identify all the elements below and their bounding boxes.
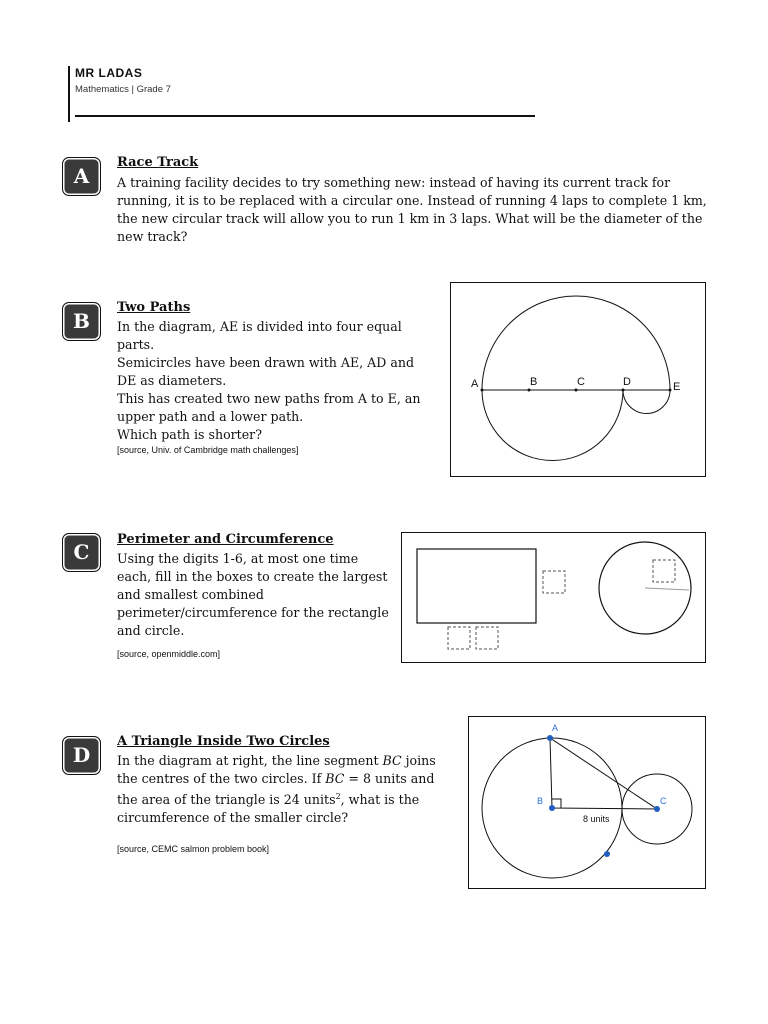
label-c: C: [577, 376, 585, 388]
header-horizontal-rule: [75, 115, 535, 117]
lower-semicircle-de: [623, 390, 670, 414]
badge-a: A: [62, 157, 101, 196]
answer-box-radius: [653, 560, 675, 582]
segment-bc-italic: BC: [382, 753, 402, 768]
problem-b-line: Semicircles have been drawn with AE, AD and DE as diameters.: [117, 355, 415, 388]
badge-c: C: [62, 533, 101, 572]
header-subtitle: Mathematics | Grade 7: [75, 84, 171, 95]
label-d: D: [623, 376, 631, 388]
label-length: 8 units: [583, 814, 610, 824]
badge-b: B: [62, 302, 101, 341]
problem-d-text-part: joins the centres of the two circles. If: [117, 753, 436, 786]
point-c: [575, 389, 578, 392]
triangle-circles-figure: [468, 716, 706, 889]
problem-d-text-part: = 8 units and the area of the triangle is 24 units: [117, 771, 435, 808]
answer-box-rect-width-1: [448, 627, 470, 649]
brand-logo-text: MR LADAS: [75, 66, 143, 80]
label-b: B: [530, 376, 538, 388]
problem-a-title: Race Track: [117, 155, 199, 170]
problem-d-text-part: In the diagram at right, the line segment: [117, 753, 383, 768]
problem-b-source: [source, Univ. of Cambridge math challenges]: [117, 445, 299, 455]
problem-d-source: [source, CEMC salmon problem book]: [117, 844, 270, 854]
problem-d-text: [117, 752, 457, 827]
point-b: [528, 389, 531, 392]
header-vertical-rule: [68, 66, 70, 122]
label-b: B: [537, 796, 544, 806]
problem-b-text: [117, 318, 437, 444]
circle-radius-line: [645, 588, 689, 590]
problem-d-title: A Triangle Inside Two Circles: [117, 734, 330, 749]
problem-d-text-part: , what is the circumference of the smaller circle?: [117, 792, 420, 826]
two-paths-figure: [450, 282, 706, 477]
triangle-circles-diagram: [469, 717, 705, 888]
two-paths-diagram: [451, 283, 705, 476]
lower-semicircle-ad: [482, 390, 623, 461]
segment-bc-italic: BC: [325, 771, 345, 786]
badge-d: D: [62, 736, 101, 775]
problem-b-line: In the diagram, AE is divided into four equal parts.: [117, 319, 402, 352]
point-a: [481, 389, 484, 392]
problem-b-title: Two Paths: [117, 300, 191, 315]
point-e: [669, 389, 672, 392]
problem-b-line: Which path is shorter?: [117, 427, 262, 442]
point-a-dot: [547, 735, 553, 741]
triangle-abc: [550, 738, 657, 809]
problem-b-line: This has created two new paths from A to E, an upper path and a lower path.: [117, 391, 421, 424]
upper-semicircle-ae: [482, 296, 670, 390]
point-d: [622, 389, 625, 392]
circle-point-dot: [604, 851, 610, 857]
perimeter-diagram: [402, 533, 705, 662]
problem-a-text: A training facility decides to try something new: instead of having its current track for running, it is to be replaced with a circular one. Instead of running 4 laps to complete 1 km, the new circular track will allow you to run 1 km in 3 laps. What will be the diameter of the new track?: [117, 175, 707, 244]
problem-c-source: [source, openmiddle.com]: [117, 649, 221, 659]
units-superscript: 2: [335, 792, 341, 801]
answer-box-rect-width-2: [476, 627, 498, 649]
problem-c-title: Perimeter and Circumference: [117, 532, 334, 547]
rectangle-shape: [417, 549, 536, 623]
point-b-dot: [549, 805, 555, 811]
problem-c-text: Using the digits 1-6, at most one time each, fill in the boxes to create the largest and smallest combined perimeter/circumference for the rectangle and circle.: [117, 551, 389, 638]
perimeter-figure: [401, 532, 706, 663]
label-c: C: [660, 796, 667, 806]
answer-box-rect-height: [543, 571, 565, 593]
label-e: E: [673, 381, 681, 393]
label-a: A: [552, 723, 559, 733]
label-a: A: [471, 378, 479, 390]
point-c-dot: [654, 806, 660, 812]
